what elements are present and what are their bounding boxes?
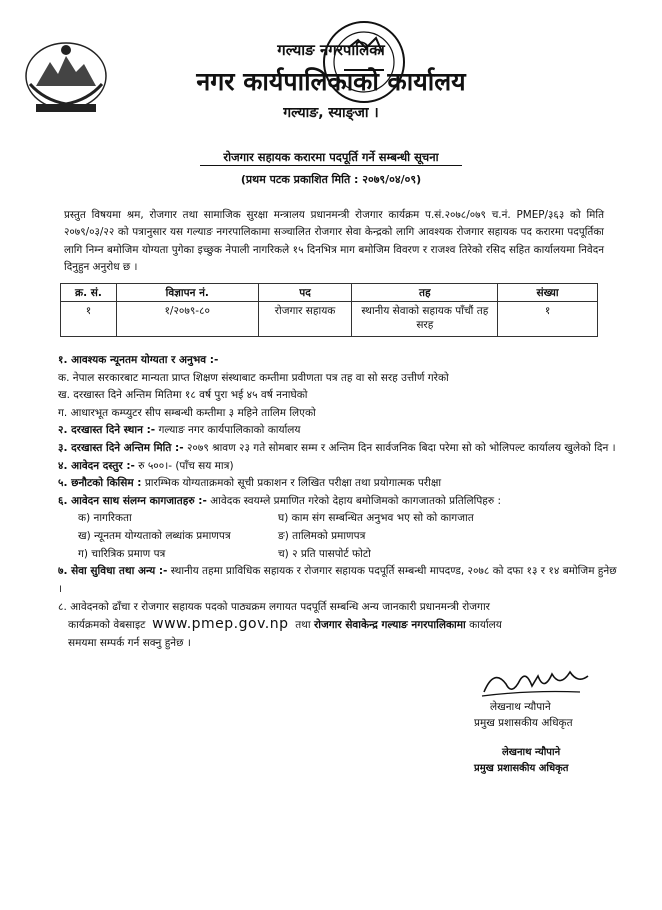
- table-header-row: [61, 284, 598, 302]
- publish-date: (प्रथम पटक प्रकाशित मिति : २०७९/०४/०९): [240, 173, 422, 186]
- cell-sn: १: [61, 302, 117, 337]
- section-deadline: [58, 440, 618, 458]
- qualification-item: क. नेपाल सरकारबाट मान्यता प्राप्त शिक्षण संस्थाबाट कम्तीमा प्रवीणता पत्र तह वा सो सरह उत्तीर्ण गरेको: [58, 371, 449, 384]
- section-text: स्थानीय तहमा प्राविधिक सहायक र रोजगार सहायक पदपूर्ति सम्बन्धी मापदण्ड, २०७८ को दफा १३ र १४ बमोजिम हुनेछ ।: [58, 565, 617, 595]
- section-text: गल्याङ नगर कार्यपालिकाको कार्यालय: [158, 424, 301, 437]
- website-link[interactable]: www.pmep.gov.np: [152, 616, 289, 633]
- table-row: [61, 302, 598, 337]
- col-adv-no: विज्ञापन नं.: [116, 284, 258, 302]
- section-label: २. दरखास्त दिने स्थान :-: [58, 424, 156, 437]
- section-text: समयमा सम्पर्क गर्न सक्नु हुनेछ ।: [68, 636, 191, 649]
- section-info-line1: ८. आवेदनको ढाँचा र रोजगार सहायक पदको पाठ्यक्रम लगायत पदपूर्ति सम्बन्धि अन्य जानकारी प्रधानमन्त्री रोजगार: [58, 600, 490, 613]
- section-text: तथा: [295, 619, 311, 632]
- signer-name: लेखनाथ न्यौपाने: [490, 701, 551, 713]
- section-label: ६. आवेदन साथ संलग्न कागजातहरु :-: [58, 494, 207, 507]
- stamp-title: प्रमुख प्रशासकीय अधिकृत: [474, 763, 569, 774]
- section-text: कार्यक्रमको वेबसाइट: [68, 619, 146, 632]
- section-info-line3: [58, 635, 618, 653]
- section-label: ७. सेवा सुविधा तथा अन्य :-: [58, 565, 168, 578]
- stamp-name: लेखनाथ न्यौपाने: [502, 747, 561, 758]
- signer-title: प्रमुख प्रशासकीय अधिकृत: [474, 717, 573, 729]
- section-fee: [58, 458, 618, 476]
- cell-level: स्थानीय सेवाको सहायक पाँचौं तह सरह: [352, 302, 498, 337]
- signature-icon: [480, 662, 592, 702]
- notice-title: रोजगार सहायक करारमा पदपूर्ति गर्ने सम्बन्धी सूचना: [200, 150, 462, 166]
- col-sn: क्र. सं.: [61, 284, 117, 302]
- document-item: ख) न्यूनतम योग्यताको लब्धांक प्रमाणपत्र: [78, 530, 231, 543]
- section-documents: [58, 493, 618, 511]
- qualification-item: ख. दरखास्त दिने अन्तिम मितिमा १८ वर्ष पुरा भई ४५ वर्ष ननाघेको: [58, 389, 308, 402]
- col-count: संख्या: [498, 284, 598, 302]
- section-text: २०७९ श्रावण २३ गते सोमबार सम्म र अन्तिम दिन सार्वजनिक बिदा परेमा सो को भोलिपल्ट कार्यालय खुलेको दिन ।: [186, 441, 616, 454]
- section-label: ३. दरखास्त दिने अन्तिम मिति :-: [58, 441, 184, 454]
- municipality-name: गल्याङ नगरपालिका: [277, 41, 385, 59]
- notice-intro: प्रस्तुत विषयमा श्रम, रोजगार तथा सामाजिक सुरक्षा मन्त्रालय प्रधानमन्त्री रोजगार कार्यक्रम प.सं.२०७८/०७९ च.नं. PMEP/३६३ को मिति २०७९/०३/२२ को पत्रानुसार यस गल्याङ नगरपालिकामा सञ्चालित रोजगार सेवा केन्द्रको लागि आवश्यक रोजगार सहायक पद करारमा पदपूर्तिका लागि निम्न बमोजिम योग्यता पुगेका इच्छुक नेपाली नागरिकले १५ दिनभित्र माग बमोजिम विवरण र राजश्व तिरेको रसिद सहित कार्यालयमा निवेदन दिनुहुन अनुरोध छ ।: [64, 209, 604, 273]
- documents-grid: [58, 510, 618, 563]
- vacancy-table: [60, 283, 598, 337]
- section-text: प्रारम्भिक योग्यताक्रमको सूची प्रकाशन र लिखित परीक्षा तथा प्रयोगात्मक परीक्षा: [144, 477, 442, 490]
- cell-post: रोजगार सहायक: [258, 302, 352, 337]
- section-text: रोजगार सेवाकेन्द्र गल्याङ नगरपालिकामा: [313, 619, 466, 632]
- section-label: ४. आवेदन दस्तुर :-: [58, 459, 135, 472]
- office-name: नगर कार्यपालिकाको कार्यालय: [196, 67, 466, 96]
- document-item: घ) काम संग सम्बन्धित अनुभव भए सो को कागजात: [278, 512, 474, 525]
- cell-count: १: [498, 302, 598, 337]
- section-info-line2: [58, 616, 618, 635]
- section-text: रु ५००।- (पाँच सय मात्र): [138, 459, 234, 472]
- section-facilities: [58, 563, 618, 598]
- section-text: कार्यालय: [469, 619, 502, 632]
- section-selection: [58, 475, 618, 493]
- document-item: ङ) तालिमको प्रमाणपत्र: [278, 530, 366, 543]
- document-item: क) नागरिकता: [78, 512, 132, 525]
- col-level: तह: [352, 284, 498, 302]
- section-place: [58, 422, 618, 440]
- document-item: ग) चारित्रिक प्रमाण पत्र: [78, 548, 166, 561]
- section-qualification-title: १. आवश्यक न्यूनतम योग्यता र अनुभव :-: [58, 354, 219, 366]
- section-text: आवेदक स्वयम्ले प्रमाणित गरेको देहाय बमोजिमको कागजातको प्रतिलिपिहरु :: [210, 494, 502, 507]
- cell-adv-no: १/२०७९-८०: [116, 302, 258, 337]
- section-label: ५. छनौटको किसिम :: [58, 477, 142, 490]
- requirements-list: [58, 352, 618, 652]
- qualification-item: ग. आधारभूत कम्प्युटर सीप सम्बन्धी कम्तीमा ३ महिने तालिम लिएको: [58, 406, 316, 419]
- office-address: गल्याङ, स्याङ्जा ।: [283, 105, 379, 121]
- document-item: च) २ प्रति पासपोर्ट फोटो: [278, 548, 371, 561]
- col-post: पद: [258, 284, 352, 302]
